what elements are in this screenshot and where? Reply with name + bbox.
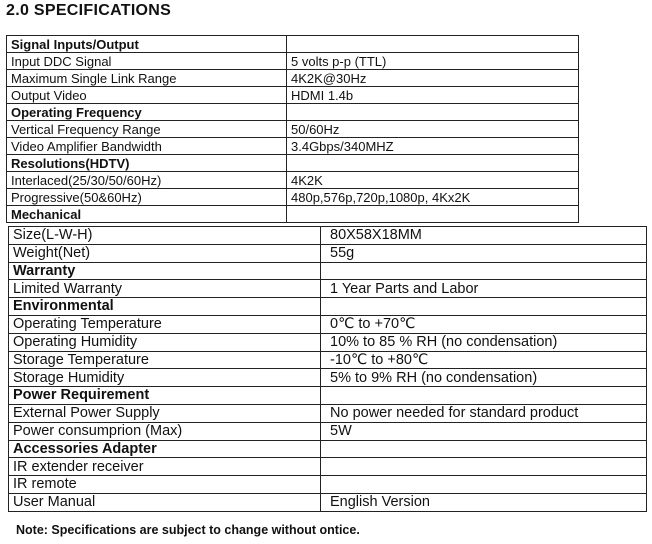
spec-value: 4K2K@30Hz: [287, 70, 579, 87]
spec-value: [321, 440, 647, 458]
table-row: [9, 333, 647, 351]
section-title: Power Requirement: [9, 387, 321, 405]
table-row: [9, 351, 647, 369]
spec-value: English Version: [321, 493, 647, 511]
section-title: Operating Frequency: [7, 104, 287, 121]
table-row: [7, 87, 579, 104]
spec-label: Progressive(50&60Hz): [7, 189, 287, 206]
spec-label: Operating Humidity: [9, 333, 321, 351]
spec-value: 0℃ to +70℃: [321, 315, 647, 333]
spec-label: Limited Warranty: [9, 280, 321, 298]
spec-label: Weight(Net): [9, 244, 321, 262]
table-row: [9, 280, 647, 298]
table-row: [7, 138, 579, 155]
table-row: [9, 227, 647, 245]
table-row: [9, 369, 647, 387]
table-row: [9, 315, 647, 333]
section-header-row: [9, 440, 647, 458]
spec-label: Output Video: [7, 87, 287, 104]
section-title: Signal Inputs/Output: [7, 36, 287, 53]
table-row: [7, 70, 579, 87]
spec-value: 55g: [321, 244, 647, 262]
spec-value: [321, 262, 647, 280]
spec-label: Power consumprion (Max): [9, 422, 321, 440]
specifications-table-upper-body: [7, 36, 579, 223]
table-row: [9, 476, 647, 494]
section-header-row: [9, 298, 647, 316]
section-title: Mechanical: [7, 206, 287, 223]
spec-label: Storage Humidity: [9, 369, 321, 387]
spec-label: External Power Supply: [9, 404, 321, 422]
spec-value: 4K2K: [287, 172, 579, 189]
spec-value: 10% to 85 % RH (no condensation): [321, 333, 647, 351]
spec-value: 1 Year Parts and Labor: [321, 280, 647, 298]
spec-value: No power needed for standard product: [321, 404, 647, 422]
section-title: Accessories Adapter: [9, 440, 321, 458]
spec-label: Interlaced(25/30/50/60Hz): [7, 172, 287, 189]
spec-value: -10℃ to +80℃: [321, 351, 647, 369]
section-header-row: [7, 206, 579, 223]
specifications-table-lower: [8, 226, 647, 512]
table-row: [7, 121, 579, 138]
table-row: [7, 189, 579, 206]
section-header-row: [9, 387, 647, 405]
page-title: 2.0 SPECIFICATIONS: [6, 2, 172, 19]
spec-value: [287, 104, 579, 121]
spec-label: Size(L-W-H): [9, 227, 321, 245]
spec-label: Storage Temperature: [9, 351, 321, 369]
section-title: Warranty: [9, 262, 321, 280]
specifications-table-lower-body: [9, 227, 647, 512]
spec-label: Operating Temperature: [9, 315, 321, 333]
section-title: Resolutions(HDTV): [7, 155, 287, 172]
spec-value: 3.4Gbps/340MHZ: [287, 138, 579, 155]
spec-label: IR remote: [9, 476, 321, 494]
spec-value: [321, 458, 647, 476]
spec-value: [321, 476, 647, 494]
spec-value: [287, 155, 579, 172]
table-row: [9, 422, 647, 440]
spec-value: 5% to 9% RH (no condensation): [321, 369, 647, 387]
table-row: [9, 458, 647, 476]
spec-label: Vertical Frequency Range: [7, 121, 287, 138]
table-row: [9, 404, 647, 422]
spec-value: 50/60Hz: [287, 121, 579, 138]
spec-value: [321, 298, 647, 316]
section-header-row: [7, 104, 579, 121]
section-header-row: [7, 36, 579, 53]
table-row: [7, 172, 579, 189]
table-row: [9, 493, 647, 511]
spec-label: Maximum Single Link Range: [7, 70, 287, 87]
section-title: Environmental: [9, 298, 321, 316]
spec-value: 5W: [321, 422, 647, 440]
spec-label: Input DDC Signal: [7, 53, 287, 70]
spec-value: 480p,576p,720p,1080p, 4Kx2K: [287, 189, 579, 206]
spec-value: 80X58X18MM: [321, 227, 647, 245]
spec-label: Video Amplifier Bandwidth: [7, 138, 287, 155]
table-row: [9, 244, 647, 262]
spec-value: [287, 36, 579, 53]
section-header-row: [9, 262, 647, 280]
table-row: [7, 53, 579, 70]
specifications-note: Note: Specifications are subject to change without ontice.: [16, 523, 360, 537]
spec-value: HDMI 1.4b: [287, 87, 579, 104]
spec-value: [287, 206, 579, 223]
specifications-table-upper: [6, 35, 579, 223]
section-header-row: [7, 155, 579, 172]
spec-value: [321, 387, 647, 405]
spec-value: 5 volts p-p (TTL): [287, 53, 579, 70]
spec-label: IR extender receiver: [9, 458, 321, 476]
spec-label: User Manual: [9, 493, 321, 511]
